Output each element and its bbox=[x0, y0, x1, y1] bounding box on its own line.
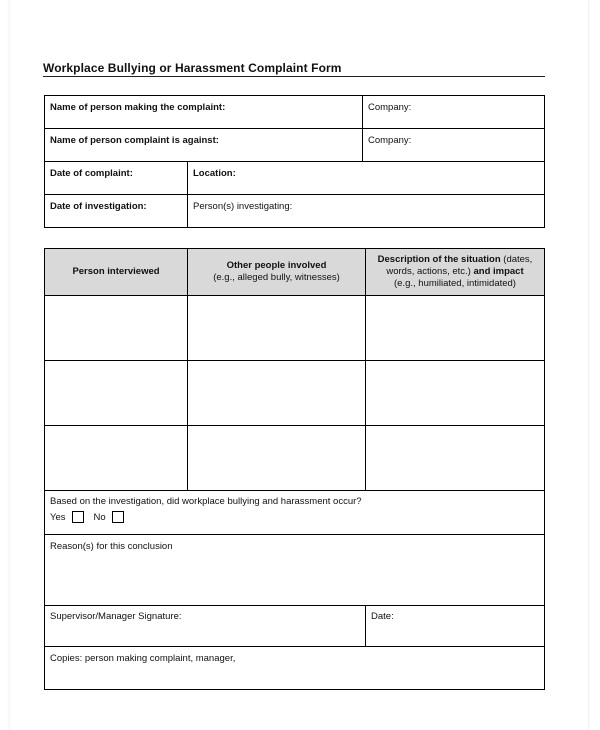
date-of-complaint-field[interactable]: Date of complaint: bbox=[45, 162, 188, 195]
complainant-company-field[interactable]: Company: bbox=[363, 96, 545, 129]
interview-cell[interactable] bbox=[188, 296, 366, 361]
no-label: No bbox=[93, 511, 106, 523]
yes-checkbox[interactable] bbox=[72, 511, 84, 523]
col-other-people bbox=[188, 249, 366, 296]
respondent-company-field[interactable]: Company: bbox=[363, 129, 545, 162]
col-description-a: Description of the situation bbox=[377, 254, 501, 265]
interview-cell[interactable] bbox=[366, 296, 545, 361]
location-field[interactable]: Location: bbox=[188, 162, 545, 195]
interview-table bbox=[44, 248, 545, 690]
conclusion-question: Based on the investigation, did workplace bullying and harassment occur? bbox=[50, 496, 362, 507]
complaint-info-table bbox=[44, 95, 545, 228]
col-description bbox=[366, 249, 545, 296]
no-checkbox[interactable] bbox=[112, 511, 124, 523]
reasons-field[interactable]: Reason(s) for this conclusion bbox=[45, 535, 545, 606]
complainant-name-field[interactable]: Name of person making the complaint: bbox=[45, 96, 363, 129]
signature-date-field[interactable]: Date: bbox=[366, 606, 545, 647]
form-title: Workplace Bullying or Harassment Complaint Form bbox=[43, 61, 342, 75]
signature-field[interactable]: Supervisor/Manager Signature: bbox=[45, 606, 366, 647]
copies-field[interactable]: Copies: person making complaint, manager, bbox=[45, 647, 545, 690]
persons-investigating-field[interactable]: Person(s) investigating: bbox=[188, 195, 545, 228]
interview-cell[interactable] bbox=[188, 361, 366, 426]
conclusion-question-row bbox=[45, 491, 545, 535]
respondent-name-field[interactable]: Name of person complaint is against: bbox=[45, 129, 363, 162]
col-description-b: (dates, words, actions, etc.) bbox=[386, 254, 533, 277]
col-other-people-sub: (e.g., alleged bully, witnesses) bbox=[213, 272, 340, 283]
interview-cell[interactable] bbox=[45, 361, 188, 426]
interview-cell[interactable] bbox=[188, 426, 366, 491]
title-divider bbox=[43, 76, 545, 77]
interview-cell[interactable] bbox=[45, 296, 188, 361]
interview-cell[interactable] bbox=[366, 426, 545, 491]
col-description-d: (e.g., humiliated, intimidated) bbox=[394, 278, 516, 289]
interview-cell[interactable] bbox=[366, 361, 545, 426]
col-other-people-title: Other people involved bbox=[226, 260, 327, 271]
interview-cell[interactable] bbox=[45, 426, 188, 491]
yes-label: Yes bbox=[50, 511, 66, 523]
col-person-interviewed: Person interviewed bbox=[45, 249, 188, 296]
date-of-investigation-field[interactable]: Date of investigation: bbox=[45, 195, 188, 228]
col-description-c: and impact bbox=[473, 266, 524, 277]
